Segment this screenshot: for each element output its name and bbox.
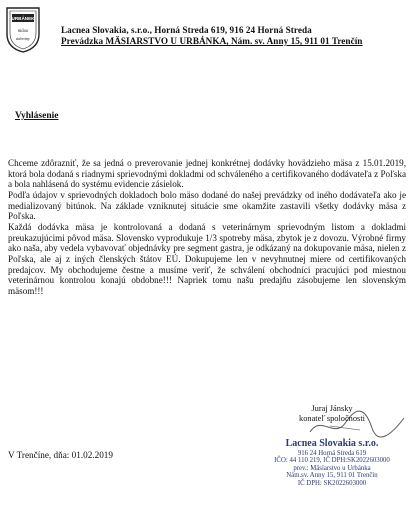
logo-middle-text: mäso — [17, 29, 29, 34]
signatory-role: konateľ spoločnosti — [299, 414, 365, 423]
company-stamp — [254, 438, 410, 508]
date-line: V Trenčíne, dňa: 01.02.2019 — [8, 450, 113, 460]
logo-bottom-text: údeniny — [16, 36, 30, 41]
body-paragraph: Podľa údajov v sprievodných dokladoch bolo mäso dodané do našej prevádzky od iného dodávateľa ako je medializovaný bitúnok. Na základe vzniknutej situácie sme okamžite zastavili všetky dodávky mäsa z Poľska. — [8, 189, 406, 222]
body-paragraph: Každá dodávka mäsa je kontrolovaná a dodaná s veterinárnym sprievodným listom a dokladmi preukazujúcimi pôvod mäsa. Slovensko vyprodukuje 1/3 spotreby mäsa, zbytok je z dovozu. Výrobné firmy ako naša, aby vedela vybavovať objednávky pre segment gastra, je odkázaný na dokupovanie mäsa, nielen z Poľska, ale aj z iných členských štátov EÚ. Dokupujeme len v nevyhnutnej miere od certifikovaných predajcov. My obchodujeme čestne a musíme veriť, že schválení obchodníci pracujúci pod miestnou veterinárnou kontrolou konajú obdobne!!! Napriek tomu našu predajňu zásobujeme len slovenským mäsom!!! — [8, 221, 406, 296]
stamp-premise: prev.: Mäsiarstvo u Urbánka — [293, 464, 371, 472]
header-premise-line: Prevádzka MÄSIARSTVO U URBÁNKA, Nám. sv. Anny 15, 911 01 Trenčín — [61, 36, 363, 46]
header-company-line: Lacnea Slovakia, s.r.o., Horná Streda 619, 916 24 Horná Streda — [61, 25, 312, 35]
body-paragraph: Chceme zdôrazniť, že sa jedná o preverovanie jednej konkrétnej dodávky hovädzieho mäsa z 15.01.2019, ktorá bola dodaná s riadnymi sprievodnými dokladmi od schváleného a certifikovaného dodávateľa z Poľska a bola nahlásená do systému evidencie zásielok. — [8, 158, 406, 190]
stamp-ids: IČO: 44 110 219, IČ DPH:SK2022603000 — [274, 457, 390, 465]
company-logo — [4, 4, 42, 54]
signatory-name: Juraj Jánsky — [311, 404, 353, 413]
stamp-premise-address: Nám.sv. Anny 15, 911 01 Trenčín — [286, 472, 378, 480]
stamp-company: Lacnea Slovakia s.r.o. — [285, 438, 379, 449]
stamp-extra: IČ DPH: SK2022603000 — [297, 479, 367, 487]
stamp-address: 916 24 Horná Streda 619 — [297, 450, 367, 457]
logo-top-text: URBÁNEK — [11, 16, 35, 21]
document-subject: Vyhlásenie — [15, 111, 59, 121]
document-body — [8, 158, 406, 297]
